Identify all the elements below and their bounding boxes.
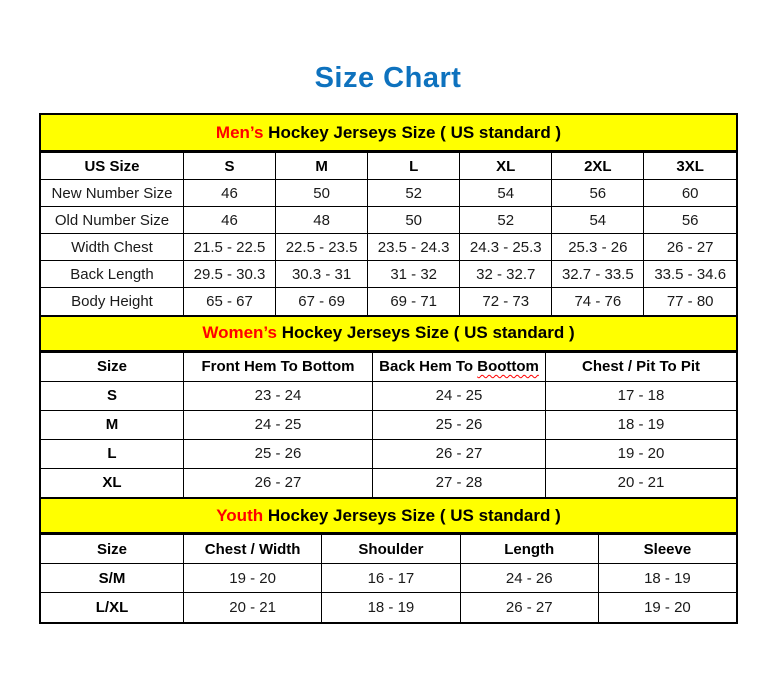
section-title-highlight: Men’s: [215, 122, 264, 142]
section-title-text: Hockey Jerseys Size ( US standard ): [263, 122, 562, 142]
row-label: Body Height: [41, 288, 183, 315]
table-row: [41, 207, 736, 234]
column-header: Chest / Pit To Pit: [546, 352, 736, 381]
table-cell: 46: [183, 207, 275, 234]
column-header: S: [183, 153, 275, 180]
table-cell: 16 - 17: [322, 564, 460, 593]
table-cell: 24.3 - 25.3: [460, 234, 552, 261]
row-label: XL: [41, 468, 183, 497]
table-row: [41, 381, 736, 410]
table-cell: 19 - 20: [546, 439, 736, 468]
table-cell: 19 - 20: [598, 593, 736, 622]
table-cell: 60: [644, 180, 736, 207]
page-title: Size Chart: [314, 62, 462, 94]
table-row: [41, 288, 736, 315]
section-title-highlight: Youth: [216, 505, 264, 525]
table-cell: 19 - 20: [183, 564, 321, 593]
table-row: [41, 261, 736, 288]
column-header: Size: [41, 535, 183, 564]
section-title-womens: [41, 315, 736, 352]
column-header: L: [368, 153, 460, 180]
table-cell: 24 - 25: [373, 381, 546, 410]
size-chart: [39, 113, 738, 624]
table-cell: 56: [644, 207, 736, 234]
table-cell: 25 - 26: [183, 439, 372, 468]
table-cell: 54: [460, 180, 552, 207]
table-row: [41, 234, 736, 261]
table-cell: 69 - 71: [368, 288, 460, 315]
table-cell: 23.5 - 24.3: [368, 234, 460, 261]
table-cell: 50: [368, 207, 460, 234]
table-cell: 54: [552, 207, 644, 234]
column-header: US Size: [41, 153, 183, 180]
column-header: 2XL: [552, 153, 644, 180]
table-cell: 32.7 - 33.5: [552, 261, 644, 288]
section-title-text: Hockey Jerseys Size ( US standard ): [263, 505, 561, 525]
table-row: [41, 564, 736, 593]
mens-size-table: [41, 152, 736, 315]
table-cell: 26 - 27: [460, 593, 598, 622]
table-cell: 72 - 73: [460, 288, 552, 315]
column-header: Front Hem To Bottom: [183, 352, 372, 381]
row-label: Back Length: [41, 261, 183, 288]
table-cell: 25.3 - 26: [552, 234, 644, 261]
row-label: L/XL: [41, 593, 183, 622]
column-header: M: [276, 153, 368, 180]
table-cell: 18 - 19: [322, 593, 460, 622]
table-row: [41, 439, 736, 468]
column-header: Sleeve: [598, 535, 736, 564]
table-cell: 24 - 26: [460, 564, 598, 593]
table-cell: 33.5 - 34.6: [644, 261, 736, 288]
table-cell: 31 - 32: [368, 261, 460, 288]
row-label: New Number Size: [41, 180, 183, 207]
header-row: [41, 153, 736, 180]
table-cell: 65 - 67: [183, 288, 275, 315]
row-label: L: [41, 439, 183, 468]
table-cell: 26 - 27: [644, 234, 736, 261]
table-cell: 52: [368, 180, 460, 207]
row-label: S: [41, 381, 183, 410]
table-cell: 22.5 - 23.5: [276, 234, 368, 261]
table-cell: 26 - 27: [183, 468, 372, 497]
row-label: M: [41, 410, 183, 439]
table-cell: 29.5 - 30.3: [183, 261, 275, 288]
table-cell: 46: [183, 180, 275, 207]
table-cell: 56: [552, 180, 644, 207]
column-header: Size: [41, 352, 183, 381]
table-row: [41, 410, 736, 439]
row-label: Width Chest: [41, 234, 183, 261]
table-cell: 77 - 80: [644, 288, 736, 315]
column-header: XL: [460, 153, 552, 180]
column-header: Shoulder: [322, 535, 460, 564]
table-cell: 27 - 28: [373, 468, 546, 497]
row-label: S/M: [41, 564, 183, 593]
table-cell: 32 - 32.7: [460, 261, 552, 288]
table-cell: 18 - 19: [546, 410, 736, 439]
table-cell: 18 - 19: [598, 564, 736, 593]
table-cell: 30.3 - 31: [276, 261, 368, 288]
table-cell: 74 - 76: [552, 288, 644, 315]
section-title-mens: [41, 115, 736, 152]
table-cell: 50: [276, 180, 368, 207]
header-row: [41, 535, 736, 564]
column-header: Back Hem To Boottom: [373, 352, 546, 381]
table-cell: 17 - 18: [546, 381, 736, 410]
row-label: Old Number Size: [41, 207, 183, 234]
womens-size-table: [41, 352, 736, 498]
column-header: Length: [460, 535, 598, 564]
section-title-text: Hockey Jerseys Size ( US standard ): [276, 323, 575, 342]
table-cell: 48: [276, 207, 368, 234]
column-header: 3XL: [644, 153, 736, 180]
table-cell: 25 - 26: [373, 410, 546, 439]
table-cell: 21.5 - 22.5: [183, 234, 275, 261]
header-row: [41, 352, 736, 381]
table-row: [41, 593, 736, 622]
section-title-highlight: Women’s: [202, 323, 277, 342]
column-header: Chest / Width: [183, 535, 321, 564]
table-cell: 24 - 25: [183, 410, 372, 439]
table-cell: 20 - 21: [183, 593, 321, 622]
table-cell: 23 - 24: [183, 381, 372, 410]
section-title-youth: [41, 497, 736, 534]
table-row: [41, 180, 736, 207]
table-cell: 26 - 27: [373, 439, 546, 468]
misspelled-word: Boottom: [477, 358, 539, 375]
table-cell: 67 - 69: [276, 288, 368, 315]
table-cell: 52: [460, 207, 552, 234]
youth-size-table: [41, 534, 736, 622]
table-row: [41, 468, 736, 497]
table-cell: 20 - 21: [546, 468, 736, 497]
